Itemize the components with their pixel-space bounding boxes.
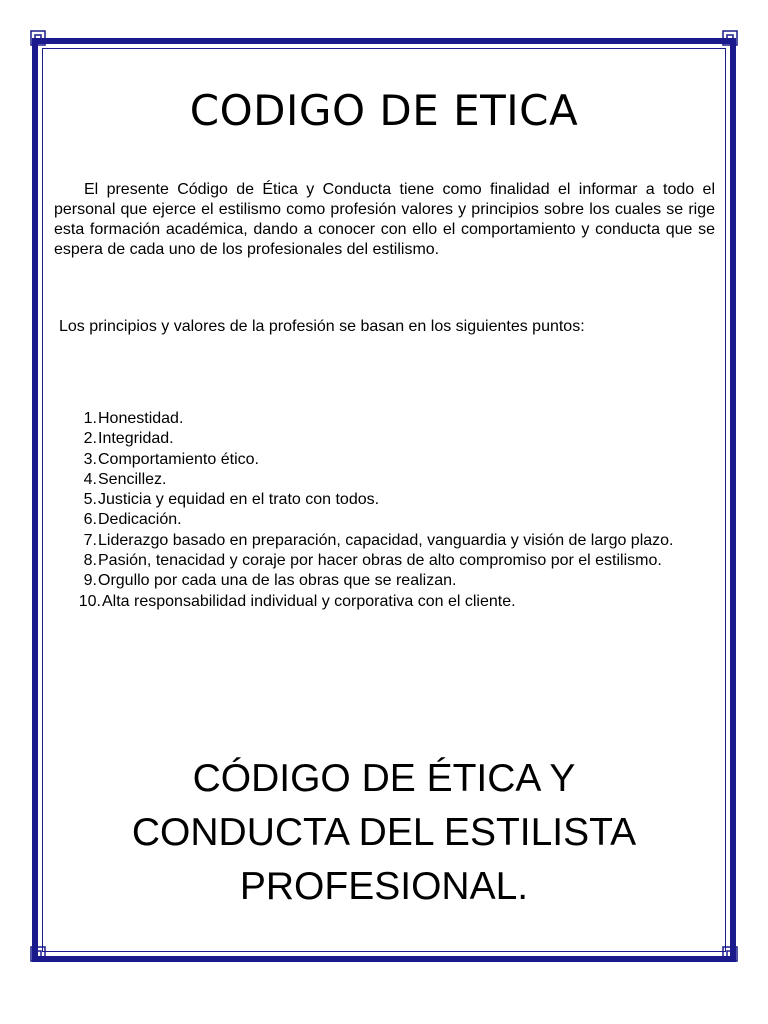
list-item-number: 8. [83, 552, 97, 570]
list-item-number: 1. [83, 410, 97, 427]
list-item-number: 9. [83, 572, 97, 590]
corner-ornament-bottom-right [722, 946, 738, 962]
list-item-number: 2. [83, 430, 97, 448]
page-title: CODIGO DE ETICA [189, 86, 579, 135]
list-item-number: 5. [83, 491, 97, 509]
list-item [54, 409, 715, 429]
list-item [54, 571, 715, 591]
list-item-text: Pasión, tenacidad y coraje por hacer obras de alto compromiso por el estilismo. [98, 552, 662, 570]
corner-ornament-top-right [722, 30, 738, 46]
principles-list [54, 409, 715, 612]
corner-ornament-top-left [30, 30, 46, 46]
list-item-text: Honestidad. [98, 410, 184, 427]
list-item-text: Liderazgo basado en preparación, capacidad, vanguardia y visión de largo plazo. [98, 531, 674, 549]
list-item-number: 3. [83, 450, 97, 468]
list-item-text: Sencillez. [98, 470, 167, 488]
corner-ornament-bottom-left [30, 946, 46, 962]
list-item-text: Dedicación. [98, 511, 182, 529]
list-item [54, 592, 715, 612]
list-item-text: Orgullo por cada una de las obras que se realizan. [98, 572, 457, 590]
list-item [54, 429, 715, 449]
intro-paragraph: El presente Código de Ética y Conducta tiene como finalidad el informar a todo el personal que ejerce el estilismo como profesión valores y principios sobre los cuales se rige esta formación académica, dando a conocer con ello el comportamiento y conducta que se espera de cada uno de los profesionales del estilismo. [54, 181, 715, 258]
list-item-text: Integridad. [98, 430, 174, 448]
closing-heading-line: CÓDIGO DE ÉTICA Y [192, 757, 576, 800]
list-item-number: 6. [83, 511, 97, 529]
list-item [54, 510, 715, 530]
list-item-number: 7. [83, 531, 97, 549]
closing-heading [0, 752, 768, 914]
list-item [54, 531, 715, 551]
list-item [54, 450, 715, 470]
principles-lead-text: Los principios y valores de la profesión se basan en los siguientes puntos: [59, 318, 585, 335]
closing-heading-line: CONDUCTA DEL ESTILISTA [131, 811, 637, 854]
list-item-text: Justicia y equidad en el trato con todos. [98, 491, 380, 509]
list-item-number: 10. [78, 592, 101, 610]
closing-heading-line: PROFESIONAL. [239, 865, 529, 908]
list-item [54, 490, 715, 510]
list-item [54, 551, 715, 571]
list-item-text: Alta responsabilidad individual y corporativa con el cliente. [102, 592, 516, 610]
list-item-number: 4. [83, 470, 97, 488]
list-item [54, 470, 715, 490]
list-item-text: Comportamiento ético. [98, 450, 259, 468]
